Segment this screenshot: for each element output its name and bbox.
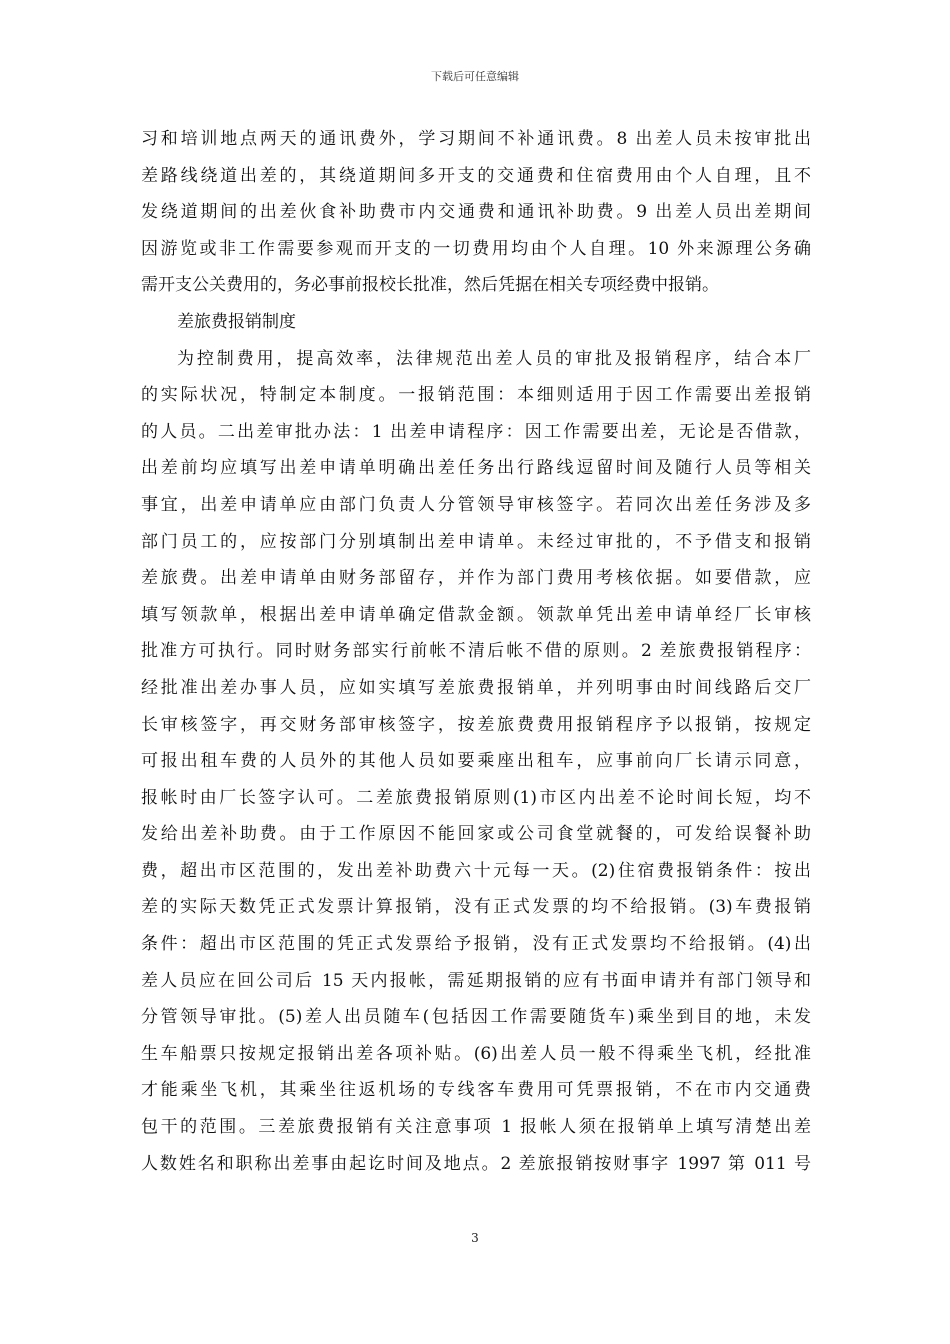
text-line: 差路线绕道出差的，其绕道期间多开支的交通费和住宿费用由个人自理，且不 bbox=[141, 165, 811, 186]
section-heading: 差旅费报销制度 bbox=[177, 311, 296, 332]
text-line: 出差前均应填写出差申请单明确出差任务出行路线逗留时间及随行人员等相关 bbox=[141, 458, 811, 479]
text-line: 人数姓名和职称出差事由起讫时间及地点。2 差旅报销按财事字 1997 第 011 号 bbox=[141, 1153, 811, 1174]
page-number: 3 bbox=[471, 1231, 479, 1245]
page-header: 下载后可任意编辑 bbox=[431, 70, 519, 83]
text-line: 发绕道期间的出差伙食补助费市内交通费和通讯补助费。9 出差人员出差期间 bbox=[141, 202, 811, 223]
text-line: 习和培训地点两天的通讯费外，学习期间不补通讯费。8 出差人员未按审批出 bbox=[141, 129, 811, 149]
text-line: 批准方可执行。同时财务部实行前帐不清后帐不借的原则。2 差旅费报销程序： bbox=[141, 641, 811, 662]
text-line: 才能乘坐飞机，其乘坐往返机场的专线客车费用可凭票报销，不在市内交通费 bbox=[141, 1080, 811, 1101]
text-line: 需开支公关费用的，务必事前报校长批准，然后凭据在相关专项经费中报销。 bbox=[141, 275, 719, 296]
text-line: 为控制费用，提高效率，法律规范出差人员的审批及报销程序，结合本厂 bbox=[177, 348, 811, 369]
text-line: 差旅费。出差申请单由财务部留存，并作为部门费用考核依据。如要借款，应 bbox=[141, 568, 811, 589]
text-line: 经批准出差办事人员，应如实填写差旅费报销单，并列明事由时间线路后交厂 bbox=[141, 677, 811, 698]
text-line: 事宜，出差申请单应由部门负责人分管领导审核签字。若同次出差任务涉及多 bbox=[141, 494, 811, 515]
text-line: 费，超出市区范围的，发出差补助费六十元每一天。(2)住宿费报销条件：按出 bbox=[141, 860, 811, 881]
text-line: 发给出差补助费。由于工作原因不能回家或公司食堂就餐的，可发给误餐补助 bbox=[141, 824, 811, 845]
text-line: 部门员工的，应按部门分别填制出差申请单。未经过审批的，不予借支和报销 bbox=[141, 531, 811, 552]
text-line: 生车船票只按规定报销出差各项补贴。(6)出差人员一般不得乘坐飞机，经批准 bbox=[141, 1043, 811, 1064]
text-line: 长审核签字，再交财务部审核签字，按差旅费费用报销程序予以报销，按规定 bbox=[141, 714, 811, 735]
text-line: 差的实际天数凭正式发票计算报销，没有正式发票的均不给报销。(3)车费报销 bbox=[141, 897, 811, 918]
text-line: 分管领导审批。(5)差人出员随车(包括因工作需要随货车)乘坐到目的地，未发 bbox=[141, 1007, 811, 1028]
text-line: 差人员应在回公司后 15 天内报帐，需延期报销的应有书面申请并有部门领导和 bbox=[141, 970, 811, 991]
text-line: 填写领款单，根据出差申请单确定借款金额。领款单凭出差申请单经厂长审核 bbox=[141, 604, 811, 625]
text-line: 的人员。二出差审批办法：1 出差申请程序：因工作需要出差，无论是否借款， bbox=[141, 421, 811, 442]
text-line: 因游览或非工作需要参观而开支的一切费用均由个人自理。10 外来源理公务确 bbox=[141, 238, 811, 259]
text-line: 条件：超出市区范围的凭正式发票给予报销，没有正式发票均不给报销。(4)出 bbox=[141, 934, 811, 955]
text-line: 包干的范围。三差旅费报销有关注意事项 1 报帐人须在报销单上填写清楚出差 bbox=[141, 1117, 811, 1138]
text-line: 可报出租车费的人员外的其他人员如要乘座出租车，应事前向厂长请示同意， bbox=[141, 751, 811, 772]
document-body bbox=[141, 121, 811, 1182]
text-line: 的实际状况，特制定本制度。一报销范围：本细则适用于因工作需要出差报销 bbox=[141, 385, 811, 406]
text-line: 报帐时由厂长签字认可。二差旅费报销原则(1)市区内出差不论时间长短，均不 bbox=[141, 787, 811, 808]
